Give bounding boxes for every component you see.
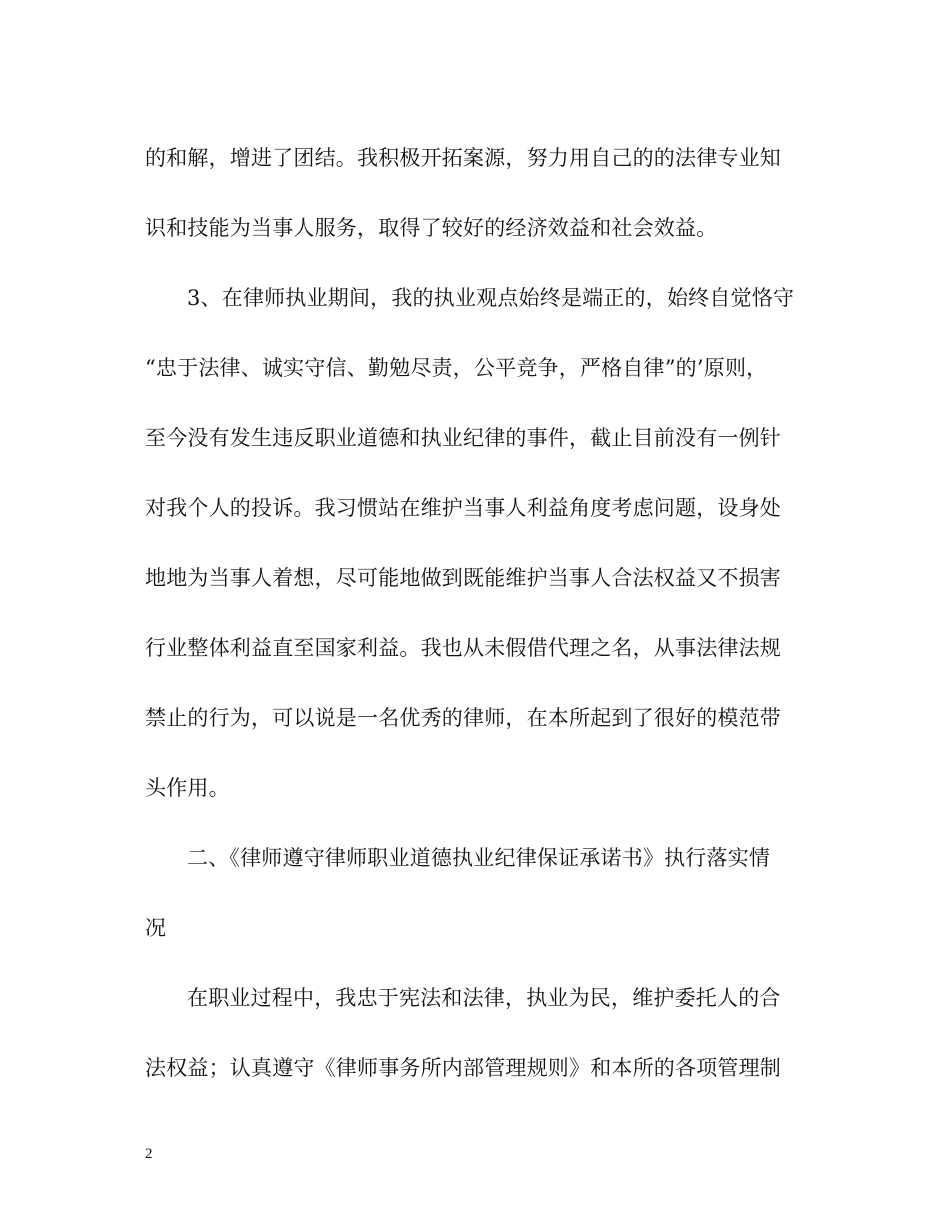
text-line-1: 的和解，增进了团结。我积极开拓案源，努力用自己的的法律专业知 xyxy=(145,146,781,170)
section-heading-line-2: 况 xyxy=(145,916,167,940)
page-number: 2 xyxy=(145,1146,153,1162)
text-line-14: 法权益；认真遵守《律师事务所内部管理规则》和本所的各项管理制 xyxy=(145,1056,781,1080)
text-line-7: 地地为当事人着想，尽可能地做到既能维护当事人合法权益又不损害 xyxy=(145,566,781,590)
text-line-9: 禁止的行为，可以说是一名优秀的律师，在本所起到了很好的模范带 xyxy=(145,706,781,730)
text-line-10: 头作用。 xyxy=(145,776,230,800)
text-line-6: 对我个人的投诉。我习惯站在维护当事人利益角度考虑问题，设身处 xyxy=(145,496,781,520)
text-line-13: 在职业过程中，我忠于宪法和法律，执业为民，维护委托人的合 xyxy=(187,986,781,1010)
text-line-5: 至今没有发生违反职业道德和执业纪律的事件，截止目前没有一例针 xyxy=(145,426,781,450)
text-line-2: 识和技能为当事人服务，取得了较好的经济效益和社会效益。 xyxy=(145,216,718,240)
section-heading-line-1: 二、《律师遵守律师职业道德执业纪律保证承诺书》执行落实情 xyxy=(187,846,771,870)
text-line-4: “忠于法律、诚实守信、勤勉尽责，公平竞争，严格自律”的’原则， xyxy=(145,356,768,380)
text-line-8: 行业整体利益直至国家利益。我也从未假借代理之名，从事法律法规 xyxy=(145,636,781,660)
text-line-3: 3、在律师执业期间，我的执业观点始终是端正的，始终自觉恪守 xyxy=(187,286,795,310)
